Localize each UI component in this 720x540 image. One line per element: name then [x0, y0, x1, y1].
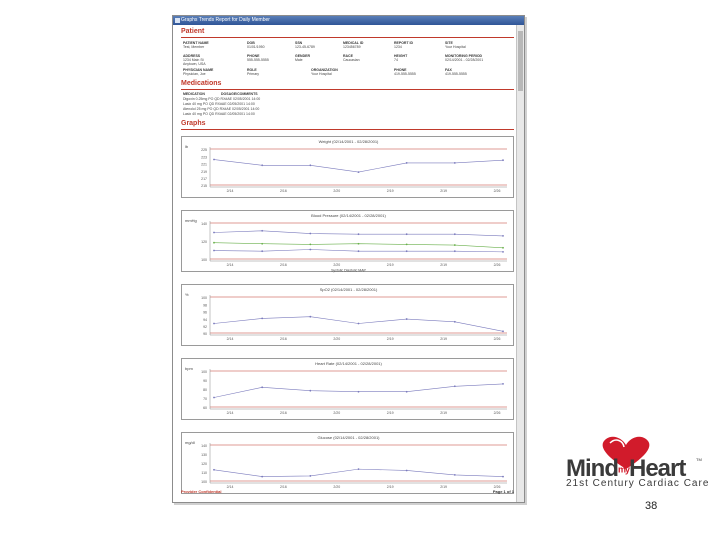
graphs-section-label: Graphs — [181, 120, 206, 127]
y-tick-label: 98 — [203, 303, 207, 308]
y-tick-label: 215 — [201, 184, 207, 189]
data-point — [261, 476, 263, 478]
data-point — [358, 468, 360, 470]
data-point — [502, 383, 504, 385]
data-point — [213, 159, 215, 161]
trend-graph — [181, 358, 514, 420]
y-tick-label: 92 — [203, 325, 207, 329]
data-point — [406, 391, 408, 393]
field-value: 123456789 — [343, 45, 361, 49]
data-point — [309, 233, 311, 235]
field-value: 1234 — [394, 45, 402, 49]
data-point — [502, 330, 504, 332]
field-value: Physician, Joe — [183, 72, 206, 76]
field-label: RACE — [343, 54, 353, 58]
x-tick-label: 2/20 — [333, 189, 341, 193]
graph-title: Blood Pressure (02/14/2001 - 02/28/2001) — [311, 213, 386, 218]
field-value: Anytown, USA — [183, 62, 206, 66]
x-tick-label: 2/14 — [226, 189, 234, 193]
data-point — [309, 249, 311, 251]
field-label: REPORT ID — [394, 41, 414, 45]
field-value: Test, Member — [183, 45, 205, 49]
data-point — [406, 233, 408, 235]
field-label: ORGANIZATION — [311, 68, 338, 72]
data-point — [358, 243, 360, 245]
field-value: 419-555-5555 — [394, 72, 416, 76]
data-point — [454, 244, 456, 246]
field-label: FAX — [445, 68, 452, 72]
graph-axes — [210, 295, 507, 335]
x-tick-label: 2/14 — [226, 337, 234, 341]
y-tick-label: 120 — [201, 462, 207, 467]
graph-title: Heart Rate (02/14/2001 - 02/28/2001) — [315, 361, 382, 366]
data-point — [261, 164, 263, 166]
data-point — [261, 386, 263, 388]
data-point — [502, 235, 504, 237]
data-point — [213, 242, 215, 244]
x-tick-label: 2/19 — [386, 263, 394, 267]
field-value: 74 — [394, 58, 398, 62]
x-tick-label: 2/19 — [440, 485, 448, 489]
graph-plot — [182, 137, 515, 199]
window-titlebar — [173, 16, 524, 25]
dosage-header: DOSAGE/COMMENTS — [221, 92, 258, 96]
field-value: Your Hospital — [311, 72, 332, 76]
data-point — [454, 250, 456, 252]
field-label: SITE — [445, 41, 453, 45]
field-value: Your Hospital — [445, 45, 466, 49]
graph-title: Glucose (02/14/2001 - 02/28/2001) — [317, 435, 380, 440]
graph-legend: Systolic Diastolic MAP — [331, 268, 366, 273]
footer-confidential: Provider Confidential — [181, 489, 222, 494]
field-label: PATIENT NAME — [183, 41, 209, 45]
field-label: GENDER — [295, 54, 310, 58]
mindmyheart-logo — [560, 435, 710, 495]
y-tick-label: 90 — [203, 379, 207, 384]
graph-unit: mg/dl — [185, 440, 195, 445]
medications-section-label: Medications — [181, 80, 222, 87]
x-tick-label: 2/19 — [440, 337, 448, 341]
data-point — [309, 244, 311, 246]
data-point — [358, 323, 360, 325]
graph-plot — [182, 359, 515, 421]
x-tick-label: 2/26 — [493, 485, 501, 489]
graph-title: SpO2 (02/14/2001 - 02/28/2001) — [319, 287, 378, 292]
graph-unit: mmHg — [185, 218, 197, 223]
graph-axes — [210, 147, 507, 187]
graphs-rule — [181, 129, 514, 130]
data-point — [454, 233, 456, 235]
y-tick-label: 100 — [201, 296, 207, 301]
data-point — [261, 243, 263, 245]
data-point — [454, 162, 456, 164]
x-tick-label: 2/19 — [386, 485, 394, 489]
series-line — [214, 469, 503, 476]
medications-rule — [181, 89, 514, 90]
scrollbar-thumb[interactable] — [518, 31, 523, 91]
x-tick-label: 2/26 — [493, 411, 501, 415]
x-tick-label: 2/19 — [386, 337, 394, 341]
graph-axes — [210, 443, 507, 483]
x-tick-label: 2/14 — [226, 485, 234, 489]
data-point — [454, 474, 456, 476]
medication-row: Lasix 40 mg PO QD RX#AE 02/05/2001 14:00 — [183, 102, 255, 106]
logo-tagline: 21st Century Cardiac Care — [566, 478, 710, 489]
field-label: MONITORING PERIOD — [445, 54, 483, 58]
patient-rule — [181, 37, 514, 38]
data-point — [309, 475, 311, 477]
data-point — [213, 397, 215, 399]
report-footer — [181, 489, 514, 499]
patient-section-label: Patient — [181, 28, 205, 35]
medication-row: Digoxin 0.25mg PO QD RX#AE 02/05/2001 14:00 — [183, 97, 261, 101]
y-tick-label: 219 — [201, 169, 207, 174]
medication-row: Atenolol 25 mg PO QD RX#AE 02/05/2001 14:00 — [183, 107, 260, 111]
graph-unit: bpm — [185, 366, 193, 371]
trend-graph — [181, 432, 514, 494]
x-tick-label: 2/16 — [279, 485, 287, 489]
y-tick-label: 130 — [201, 453, 207, 458]
y-tick-label: 223 — [201, 155, 207, 160]
field-label: ROLE — [247, 68, 257, 72]
y-tick-label: 100 — [201, 370, 207, 375]
trend-graph — [181, 284, 514, 346]
logo-wordmark: MindmyHeart — [566, 455, 686, 482]
y-tick-label: 94 — [203, 317, 207, 322]
y-tick-label: 225 — [201, 148, 207, 153]
x-tick-label: 2/19 — [440, 411, 448, 415]
x-tick-label: 2/16 — [279, 411, 287, 415]
y-tick-label: 100 — [201, 480, 207, 485]
x-tick-label: 2/20 — [333, 337, 341, 341]
data-point — [454, 385, 456, 387]
data-point — [358, 250, 360, 252]
data-point — [261, 318, 263, 320]
data-point — [406, 470, 408, 472]
data-point — [406, 162, 408, 164]
y-tick-label: 140 — [201, 444, 207, 449]
data-point — [406, 250, 408, 252]
data-point — [502, 159, 504, 161]
x-tick-label: 2/19 — [386, 411, 394, 415]
data-point — [213, 323, 215, 325]
data-point — [309, 390, 311, 392]
x-tick-label: 2/19 — [386, 189, 394, 193]
trend-graph — [181, 136, 514, 198]
field-label: PHONE — [394, 68, 407, 72]
data-point — [454, 321, 456, 323]
data-point — [406, 244, 408, 246]
field-value: 02/14/2001 - 02/28/2001 — [445, 58, 484, 62]
graph-unit: % — [185, 292, 189, 297]
x-tick-label: 2/14 — [226, 411, 234, 415]
x-tick-label: 2/26 — [493, 263, 501, 267]
medication-header: MEDICATION — [183, 92, 205, 96]
y-tick-label: 217 — [201, 177, 207, 181]
data-point — [213, 250, 215, 252]
field-label: MEDICAL ID — [343, 41, 364, 45]
x-tick-label: 2/19 — [440, 189, 448, 193]
x-tick-label: 2/20 — [333, 411, 341, 415]
data-point — [358, 171, 360, 173]
field-label: ADDRESS — [183, 54, 201, 58]
trend-graph — [181, 210, 514, 272]
x-tick-label: 2/19 — [440, 263, 448, 267]
y-tick-label: 120 — [201, 240, 207, 245]
field-value: 1234 Main St — [183, 58, 204, 62]
field-value: Primary — [247, 72, 260, 76]
y-tick-label: 80 — [203, 388, 207, 393]
data-point — [213, 469, 215, 471]
graph-plot — [182, 433, 515, 495]
graph-axes — [210, 221, 507, 261]
field-label: DOB — [247, 41, 255, 45]
data-point — [358, 233, 360, 235]
field-value: 555-555-5555 — [247, 58, 269, 62]
x-tick-label: 2/14 — [226, 263, 234, 267]
data-point — [261, 230, 263, 232]
field-value: 419-555-5555 — [445, 72, 467, 76]
x-tick-label: 2/20 — [333, 485, 341, 489]
graph-title: Weight (02/14/2001 - 02/28/2001) — [318, 139, 379, 144]
field-value: 123-45-6789 — [295, 45, 315, 49]
y-tick-label: 140 — [201, 222, 207, 227]
field-label: HEIGHT — [394, 54, 408, 58]
field-label: PHYSICIAN NAME — [183, 68, 214, 72]
logo-trademark: TM — [696, 457, 702, 462]
window-title: Graphs Trends Report for Daily Member — [181, 17, 270, 23]
data-point — [502, 247, 504, 249]
graph-plot — [182, 211, 515, 273]
graph-plot — [182, 285, 515, 347]
y-tick-label: 90 — [203, 332, 207, 337]
data-point — [309, 164, 311, 166]
x-tick-label: 2/26 — [493, 337, 501, 341]
footer-page-number: Page 1 of 1 — [492, 489, 514, 494]
data-point — [358, 391, 360, 393]
y-tick-label: 96 — [203, 310, 207, 315]
field-value: 01/01/1950 — [247, 45, 265, 49]
field-label: SSN — [295, 41, 303, 45]
x-tick-label: 2/16 — [279, 263, 287, 267]
series-line — [214, 160, 503, 173]
data-point — [309, 316, 311, 318]
y-tick-label: 110 — [201, 471, 207, 476]
graph-unit: lb — [185, 144, 189, 149]
data-point — [502, 476, 504, 478]
field-value: Caucasian — [343, 58, 360, 62]
y-tick-label: 70 — [203, 397, 207, 402]
field-label: PHONE — [247, 54, 260, 58]
data-point — [502, 251, 504, 253]
y-tick-label: 60 — [203, 406, 207, 411]
x-tick-label: 2/20 — [333, 263, 341, 267]
data-point — [213, 232, 215, 234]
medication-row: Lasix 40 mg PO QD RX#AE 02/05/2001 14:00 — [183, 112, 255, 116]
app-icon — [175, 18, 180, 23]
x-tick-label: 2/16 — [279, 189, 287, 193]
data-point — [261, 250, 263, 252]
series-line — [214, 384, 503, 398]
slide-number: 38 — [645, 500, 658, 512]
data-point — [406, 318, 408, 320]
x-tick-label: 2/16 — [279, 337, 287, 341]
x-tick-label: 2/26 — [493, 189, 501, 193]
vertical-scrollbar[interactable] — [516, 25, 524, 502]
y-tick-label: 100 — [201, 258, 207, 263]
field-value: Male — [295, 58, 303, 62]
y-tick-label: 221 — [201, 162, 207, 167]
report-window — [172, 15, 525, 503]
